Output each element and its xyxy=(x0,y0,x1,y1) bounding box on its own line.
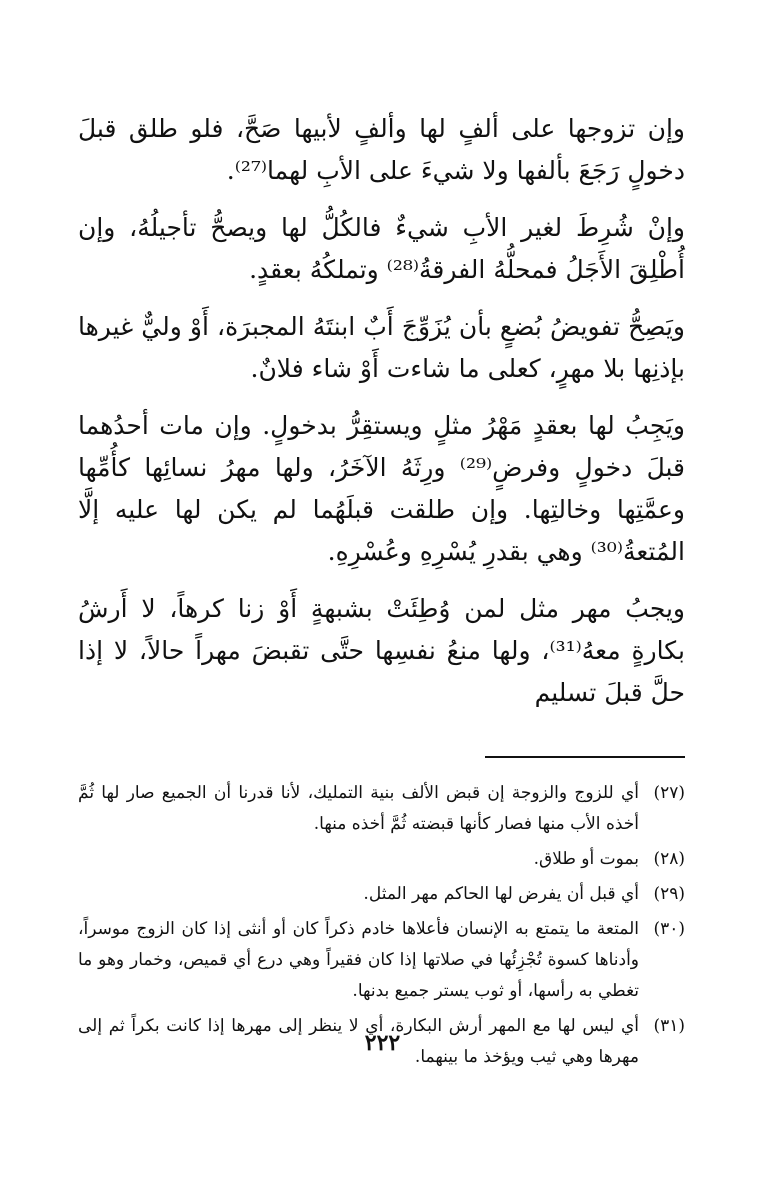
footnote-text: بموت أو طلاق. xyxy=(533,849,639,869)
footnotes xyxy=(78,778,685,1073)
footnote-text: أي للزوج والزوجة إن قبض الألف بنية التمليك، لأنا قدرنا أن الجميع صار لها ثُمَّ أخذه الأب منها فصار كأنها قبضته ثُمَّ أخذه منها. xyxy=(78,783,639,834)
main-text xyxy=(78,108,685,714)
paragraph-5: ويجبُ مهر مثل لمن وُطِئَتْ بشبهةٍ أَوْ زنا كرهاً، لا أَرشُ بكارةٍ معهُ⁽³¹⁾، ولها منعُ نفسِها حتَّى تقبضَ مهراً حالاً، لا إذا حلَّ قبلَ تسليم xyxy=(78,594,686,707)
footnote-separator xyxy=(485,756,685,758)
footnote-number: (٢٩) xyxy=(653,884,685,904)
footnote-number: (٣٠) xyxy=(653,919,685,939)
footnote-number: (٢٧) xyxy=(653,783,685,803)
footnote-number: (٣١) xyxy=(653,1016,685,1036)
footnote-29 xyxy=(78,879,685,910)
footnote-28 xyxy=(78,844,685,875)
page-number: ٢٢٢ xyxy=(364,1030,401,1056)
paragraph-3: ويَصِحُّ تفويضُ بُضعٍ بأن يُزَوِّجَ أَبٌ ابنتَهُ المجبرَة، أَوْ وليٌّ غيرها بإذنِها بلا مهرٍ، كعلى ما شاءت أَوْ شاء فلانٌ. xyxy=(78,312,685,383)
paragraph-4: ويَجِبُ لها بعقدٍ مَهْرُ مثلٍ ويستقِرُّ بدخولٍ. وإن مات أحدُهما قبلَ دخولٍ وفرضٍ⁽²⁹⁾ ورِثَهُ الآخَرُ، ولها مهرُ نسائِها كأُمِّها وعمَّتِها وخالتِها. وإن طلقت قبلَهُما لم يكن لها عليه إلَّا المُتعةُ⁽³⁰⁾ وهي بقدرِ يُسْرِهِ وعُسْرِهِ. xyxy=(78,411,685,566)
footnote-30 xyxy=(78,914,685,1007)
footnote-number: (٢٨) xyxy=(653,849,685,869)
footnote-text: أي قبل أن يفرض لها الحاكم مهر المثل. xyxy=(363,884,639,904)
footnote-27 xyxy=(78,778,685,840)
paragraph-1: وإن تزوجها على ألفٍ لها وألفٍ لأبيها صَحَّ، فلو طلق قبلَ دخولٍ رَجَعَ بألفها ولا شيءَ على الأبِ لهما⁽²⁷⁾. xyxy=(78,114,685,185)
footnote-text: أي ليس لها مع المهر أرش البكارة، أي لا ينظر إلى مهرها إذا كانت بكراً ثم إلى مهرها وهي ثيب ويؤخذ ما بينهما. xyxy=(78,1016,639,1067)
paragraph-2: وإنْ شُرِطَ لغير الأبِ شيءٌ فالكُلُّ لها ويصحُّ تأجيلُهُ، وإن أُطْلِقَ الأَجَلُ فمحلُّهُ الفرقةُ⁽²⁸⁾ وتملكُهُ بعقدٍ. xyxy=(78,213,685,284)
footnote-text: المتعة ما يتمتع به الإنسان فأعلاها خادم ذكراً كان أو أنثى إذا كان الزوج موسراً، وأدناها كسوة تُجْزِئُها في صلاتها إذا كان فقيراً وهي درع أي قميص، وخمار وهو ما تغطي به رأسها، أو ثوب يستر جميع بدنها. xyxy=(78,919,639,1001)
